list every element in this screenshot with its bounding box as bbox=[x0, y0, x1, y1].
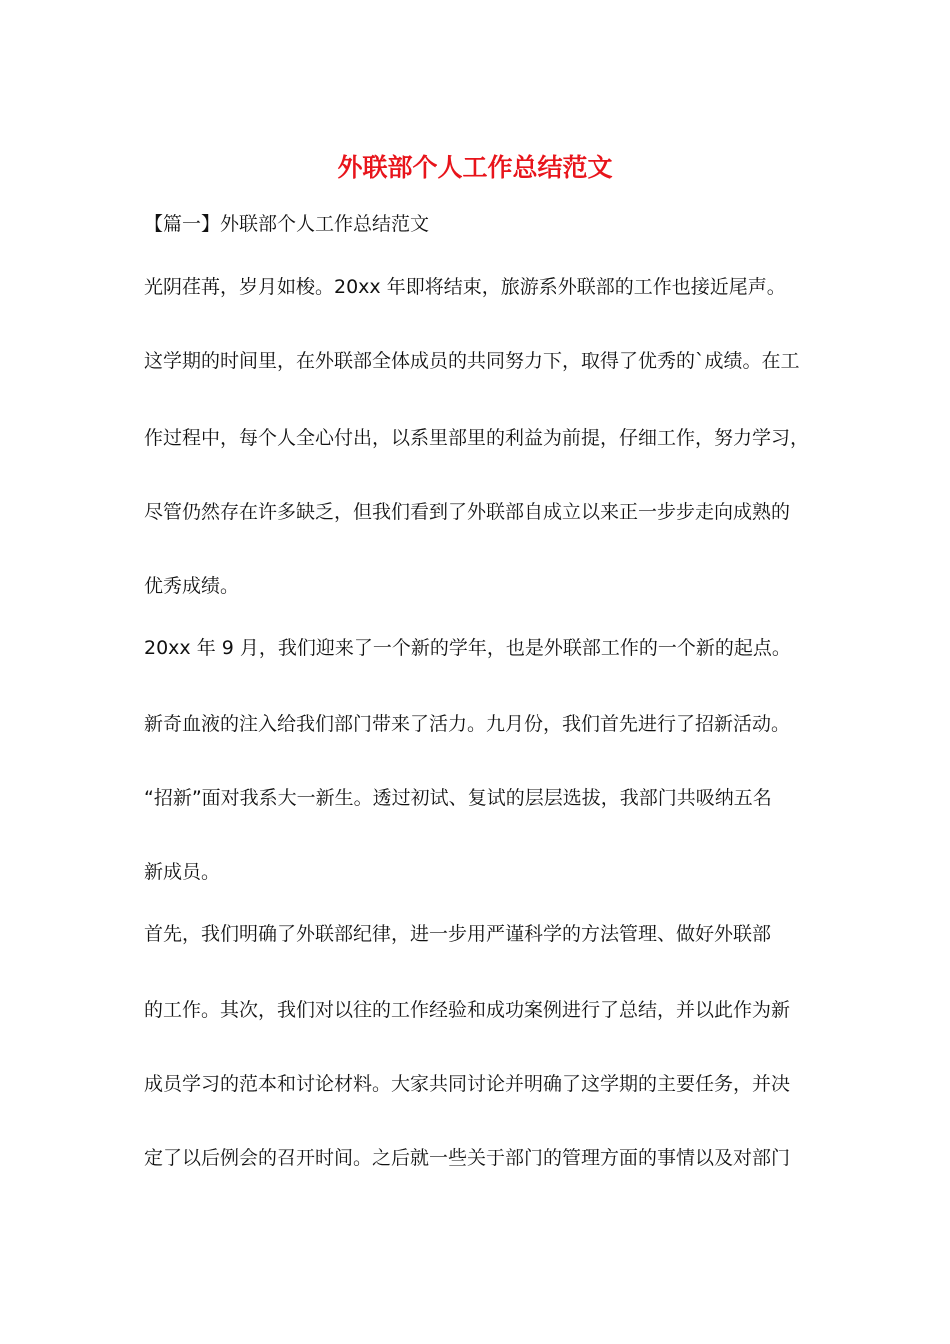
paragraph-line: 20xx 年 9 月，我们迎来了一个新的学年，也是外联部工作的一个新的起点。 bbox=[144, 637, 791, 659]
paragraph-line: “招新”面对我系大一新生。透过初试、复试的层层选拔，我部门共吸纳五名 bbox=[144, 787, 772, 809]
paragraph-line: 尽管仍然存在许多缺乏，但我们看到了外联部自成立以来正一步步走向成熟的 bbox=[144, 501, 791, 523]
document-title: 外联部个人工作总结范文 bbox=[337, 153, 613, 182]
paragraph-line: 这学期的时间里，在外联部全体成员的共同努力下，取得了优秀的`成绩。在工 bbox=[144, 350, 800, 372]
paragraph-line: 作过程中，每个人全心付出，以系里部里的利益为前提，仔细工作，努力学习， bbox=[144, 427, 810, 449]
paragraph-line: 成员学习的范本和讨论材料。大家共同讨论并明确了这学期的主要任务，并决 bbox=[144, 1073, 791, 1095]
paragraph-line: 优秀成绩。 bbox=[144, 575, 240, 597]
paragraph-line: 光阴荏苒，岁月如梭。20xx 年即将结束，旅游系外联部的工作也接近尾声。 bbox=[144, 276, 786, 298]
section-heading: 【篇一】外联部个人工作总结范文 bbox=[144, 213, 430, 235]
paragraph-line: 首先，我们明确了外联部纪律，进一步用严谨科学的方法管理、做好外联部 bbox=[144, 923, 772, 945]
paragraph-line: 定了以后例会的召开时间。之后就一些关于部门的管理方面的事情以及对部门 bbox=[144, 1147, 791, 1169]
paragraph-line: 的工作。其次，我们对以往的工作经验和成功案例进行了总结，并以此作为新 bbox=[144, 999, 791, 1021]
paragraph-line: 新成员。 bbox=[144, 861, 221, 883]
paragraph-line: 新奇血液的注入给我们部门带来了活力。九月份，我们首先进行了招新活动。 bbox=[144, 713, 791, 735]
